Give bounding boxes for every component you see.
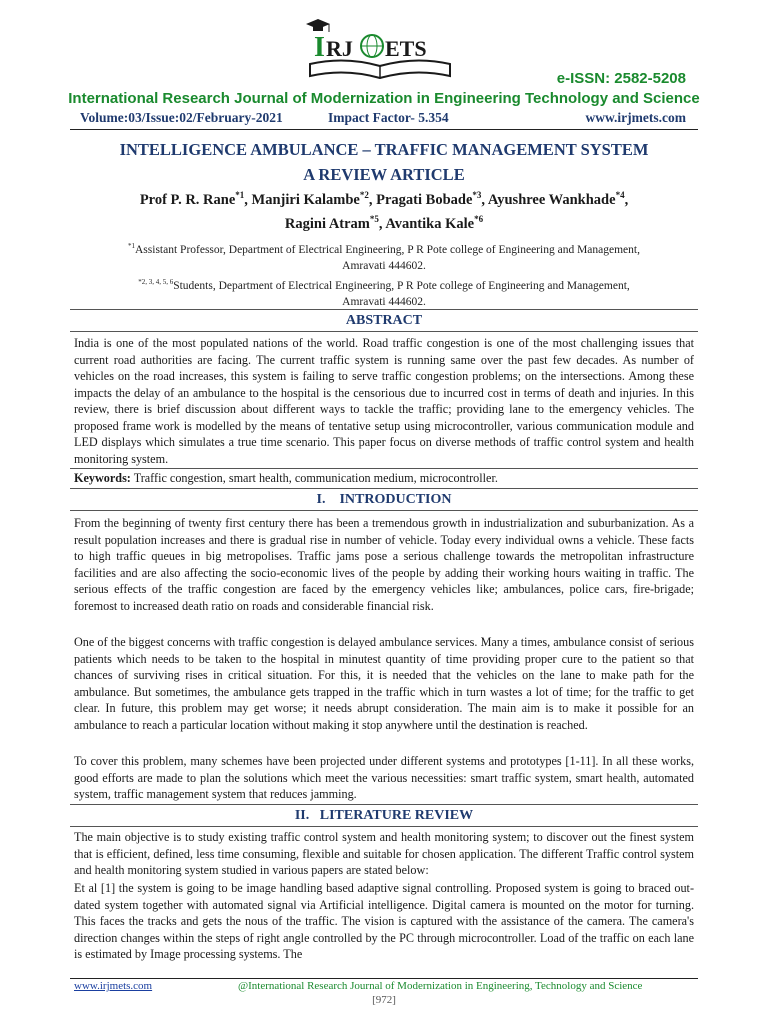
footer-website-link[interactable]: www.irjmets.com [74, 980, 153, 992]
keywords-label: Keywords: [74, 471, 131, 485]
svg-text:ETS: ETS [385, 36, 427, 61]
author: Ayushree Wankhade [487, 191, 616, 208]
literature-paragraph-2: Et al [1] the system is going to be image handling based adaptive signal controlling. Proposed system is going to braced out-dated system together with automated signal via Artificial intelligence. Digital camera is mounted on the motor for turning. This faces the tracks and gets the nous of the traffic. The vision is captured with the assistance of the camera. The camera's direction changes within the steps of right angle controlled by the PC through microcontroller. Load of the traffic on each lane is estimated by Image processing systems. The [74, 881, 694, 961]
journal-name: International Research Journal of Modernization in Engineering Technology and Science [68, 90, 700, 107]
author: Pragati Bobade [376, 191, 473, 208]
authors-line-2: Ragini Atram$^{*5}$, Avantika Kale$^{*6}$ [284, 214, 484, 232]
abstract-heading: ABSTRACT [345, 313, 423, 328]
introduction-heading: I. INTRODUCTION [316, 492, 452, 507]
affiliation-text: Students, Department of Electrical Engineering, P R Pote college of Engineering and Management, [173, 279, 630, 292]
introduction-paragraph-1: From the beginning of twenty first century there has been a tremendous growth in industrialization and suburbanization. As a result population increases and there is gradual rise in number of vehicle. Today every individual owns a vehicle. These facts to high traffic queues in big metropolises. Traffic jams pose a serious challenge towards the metropolitan infrastructure facilities and are also affecting the socio-economic lives of the people by adding their working hours waiting in traffic. The serious effects of the traffic congestion are faced by the emergency vehicles like; ambulances, police cars, fire-brigade; foremost to increased death ratio on roads and considerable financial risk. [74, 516, 694, 613]
author: Avantika Kale [385, 215, 475, 232]
affiliation-2 [80, 274, 688, 310]
literature-heading: II. LITERATURE REVIEW [294, 808, 474, 823]
paper-title: INTELLIGENCE AMBULANCE – TRAFFIC MANAGEMENT SYSTEM [119, 140, 649, 159]
author-mark: *3 [472, 190, 482, 200]
affiliation-1 [80, 238, 688, 274]
irjmets-logo-icon [300, 14, 480, 84]
page-number: [972] [372, 994, 396, 1006]
author-mark: *4 [615, 190, 625, 200]
keywords-rule [70, 468, 698, 469]
issn: e-ISSN: 2582-5208 [556, 70, 686, 87]
author: Manjiri Kalambe [251, 191, 360, 208]
author-mark: *6 [474, 214, 484, 224]
introduction-paragraph-3: To cover this problem, many schemes have been projected under different systems and prototypes [1-11]. In all these works, good efforts are made to plan the solutions which meet the various necessities: smart traffic system, smart health, automated system, traffic management system that reduces jamming. [74, 754, 694, 801]
affiliation-mark: *2, 3, 4, 5, 6 [138, 278, 174, 286]
abstract-text: India is one of the most populated nations of the world. Road traffic congestion is one of the most challenging issues that current road authorities are facing. The current traffic system is running same over the past few decades. As number of vehicles on the road increases, this system is failing to serve traffic congestion problems; on the intersections. Among these impacts the delay of an ambulance to the hospital is the censorious due to incurred cost in terms of death and injuries. In this review, there is brief discussion about different ways to tackle the traffic; providing lane to the emergency vehicles. The proposed frame work is modelled by the means of tentative setup using microcontroller, various communication module and LED displays which simulates a true time scenario. This paper focus on diverse methods of traffic control system and health monitoring system. [74, 336, 694, 466]
volume-issue: Volume:03/Issue:02/February-2021 [80, 110, 283, 125]
footer-copyright: @International Research Journal of Modernization in Engineering, Technology and Science [238, 980, 643, 992]
author-mark: *1 [235, 190, 245, 200]
affiliation-text: Assistant Professor, Department of Electrical Engineering, P R Pote college of Engineering and Management, [135, 243, 640, 256]
author-mark: *2 [359, 190, 369, 200]
literature-paragraph-1: The main objective is to study existing traffic control system and health monitoring system; to discover out the finest system that is efficient, defined, less time consuming, flexible and suitable for chosen application. The different Traffic control system and health monitoring system studied in various papers are stated below: [74, 830, 694, 877]
literature-top-rule [70, 804, 698, 805]
svg-text:I: I [314, 32, 325, 63]
impact-factor: Impact Factor- 5.354 [328, 110, 449, 125]
keywords [74, 471, 694, 486]
abstract-top-rule [70, 309, 698, 310]
authors-line-1: Prof P. R. Rane$^{*1}$, Manjiri Kalambe$^{*2}$, Pragati Bobade$^{*3}$, Ayushree Wankhade$^{*4}$, [139, 190, 629, 208]
affiliation-mark: *1 [128, 242, 135, 250]
paper-subtitle: A REVIEW ARTICLE [303, 165, 465, 184]
literature-heading-rule [70, 826, 698, 827]
website-link[interactable]: www.irjmets.com [585, 110, 686, 125]
introduction-paragraph-2: One of the biggest concerns with traffic congestion is delayed ambulance services. Many a times, ambulance consist of serious patients which needs to be taken to the hospital in minutest quantity of time providing proper cure to the patient so that chances of surviving rises in critical situation. For this, it is needed that the vehicles on the lane to make path for the ambulance. But sometimes, the ambulance gets trapped in the traffic which in turn wastes a lot of time; for the traffic to get clear. In future, this problem may get worse; it needs abrupt consideration. The main aim is to make it possible for an ambulance to reach a particular location without making it stop anywhere until the destination is reached. [74, 635, 694, 732]
keywords-text: Traffic congestion, smart health, communication medium, microcontroller. [130, 471, 498, 485]
header-divider [70, 129, 698, 130]
journal-logo [300, 14, 480, 84]
author: Ragini Atram [284, 215, 370, 232]
affiliation-city: Amravati 444602. [342, 295, 426, 308]
affiliation-city: Amravati 444602. [342, 259, 426, 272]
abstract-bottom-rule [70, 488, 698, 489]
introduction-rule [70, 510, 698, 511]
author-mark: *5 [369, 214, 379, 224]
svg-text:RJ: RJ [326, 36, 353, 61]
issue-info-row [80, 110, 686, 126]
author: Prof P. R. Rane [139, 191, 236, 208]
abstract-heading-rule [70, 331, 698, 332]
footer-divider [70, 978, 698, 979]
